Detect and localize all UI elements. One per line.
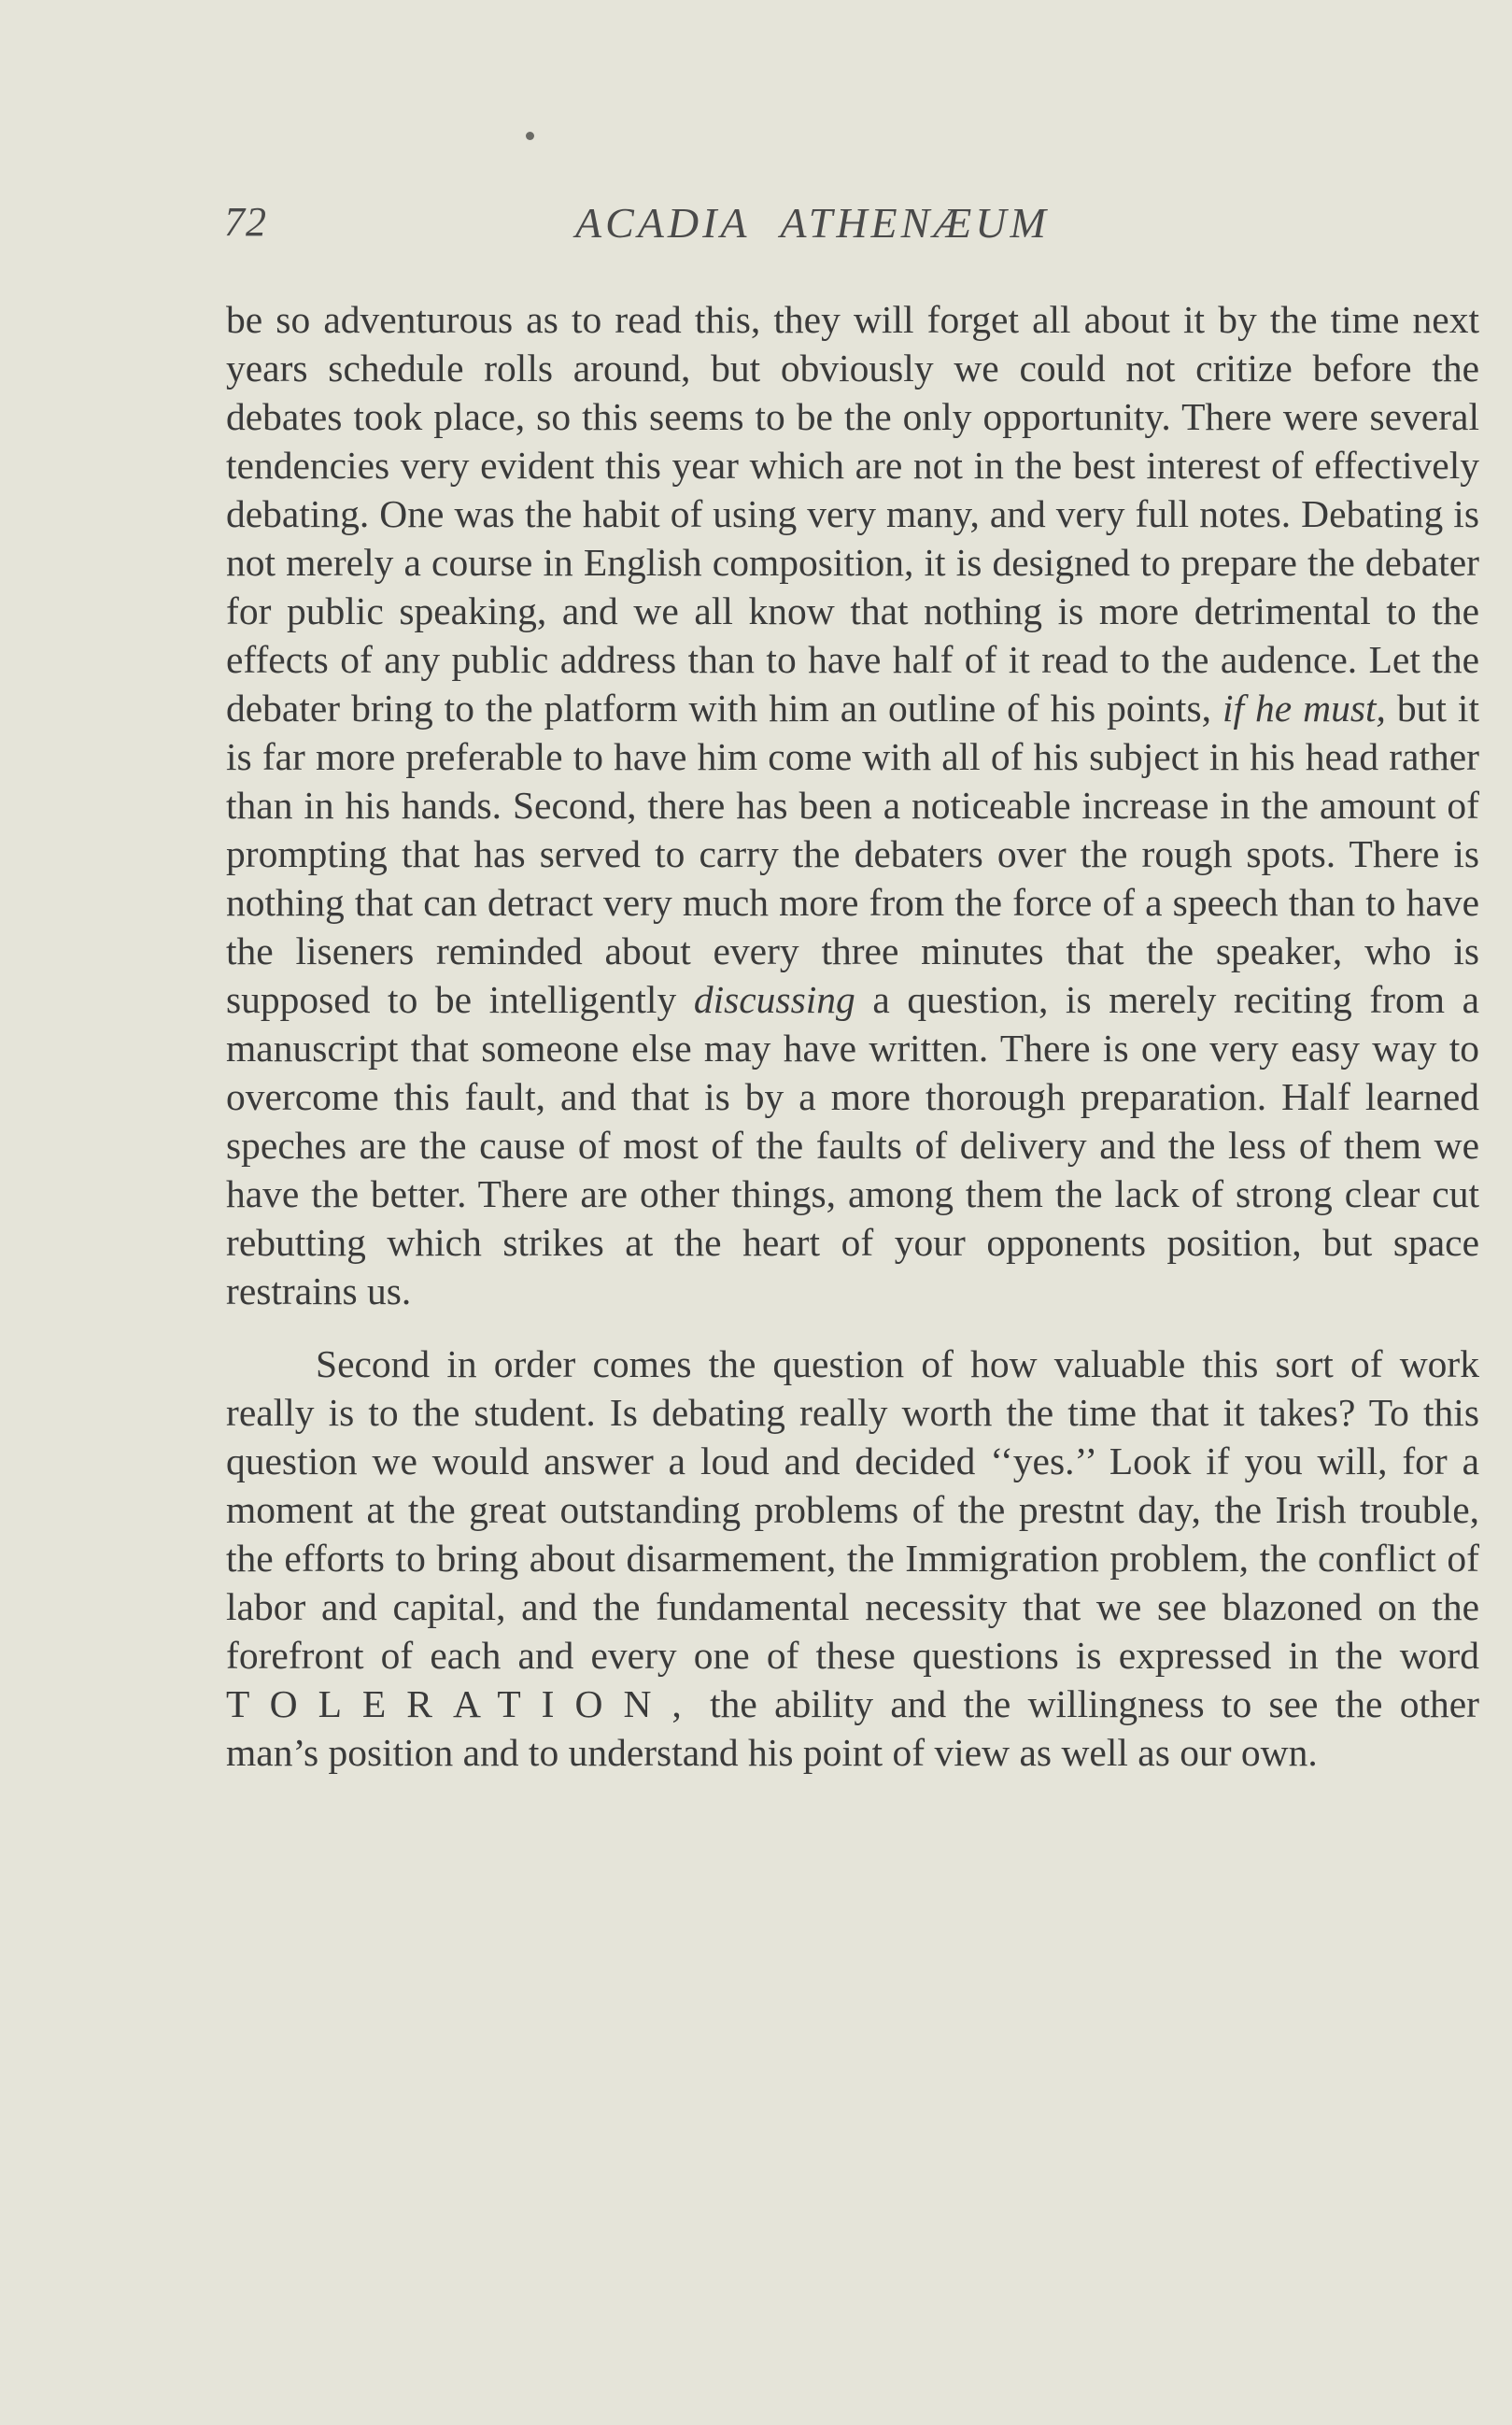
journal-title: ACADIA ATHENÆUM: [575, 199, 1050, 247]
paragraph-1-emphasis-if-he-must: if he must,: [1222, 687, 1386, 730]
page-number: 72: [224, 199, 267, 245]
paragraph-2-text-b: the ability and the willingness to see the other man’s position and to understand his point of view as well as our own.: [226, 1682, 1479, 1774]
paragraph-2-text-a: Second in order comes the question of how valuable this sort of work really is to the student. Is debating really worth the time that it takes? To this question we would answer a loud and decided ‘‘yes.’’ Look if you will, for a moment at the great outstanding problems of the prestnt day, the Irish trouble, the efforts to bring about disarmement, the Immigration problem, the conflict of labor and capital, and the fundamental necessity that we see blazoned on the forefront of each and every one of these questions is expressed in the word: [226, 1342, 1479, 1677]
paragraph-2-spaced-word: TOLERATION,: [226, 1682, 702, 1725]
running-head: [224, 198, 1489, 254]
paragraph-1: [226, 295, 1479, 1315]
paragraph-1-emphasis-discussing: discussing: [693, 978, 855, 1021]
ink-speck: [526, 132, 534, 140]
paragraph-1-text-a: be so adventurous as to read this, they will forget all about it by the time next years schedule rolls around, but obviously we could not critize before the debates took place, so this seems to be the only opportunity. There were several tendencies very evident this year which are not in the best interest of effectively debating. One was the habit of using very many, and very full notes. Debating is not merely a course in English composition, it is designed to prepare the debater for public speaking, and we all know that nothing is more detrimental to the effects of any public address than to have half of it read to the audence. Let the debater bring to the platform with him an outline of his points,: [226, 298, 1479, 730]
paragraph-2: [226, 1340, 1479, 1777]
paragraph-1-text-b: but it is far more preferable to have him come with all of his subject in his head rather than in his hands. Second, there has been a noticeable increase in the amount of prompting that has served to carry the debaters over the rough spots. There is nothing that can detract very much more from the force of a speech than to have the liseners reminded about every three minutes that the speaker, who is supposed to be intelligently: [226, 687, 1479, 1021]
article-body: [226, 295, 1479, 1777]
paragraph-1-text-c: a question, is merely reciting from a manuscript that someone else may have written. There is one very easy way to overcome this fault, and that is by a more thorough preparation. Half learned speches are the cause of most of the faults of delivery and the less of them we have the better. There are other things, among them the lack of strong clear cut rebutting which strikes at the heart of your opponents position, but space restrains us.: [226, 978, 1480, 1312]
